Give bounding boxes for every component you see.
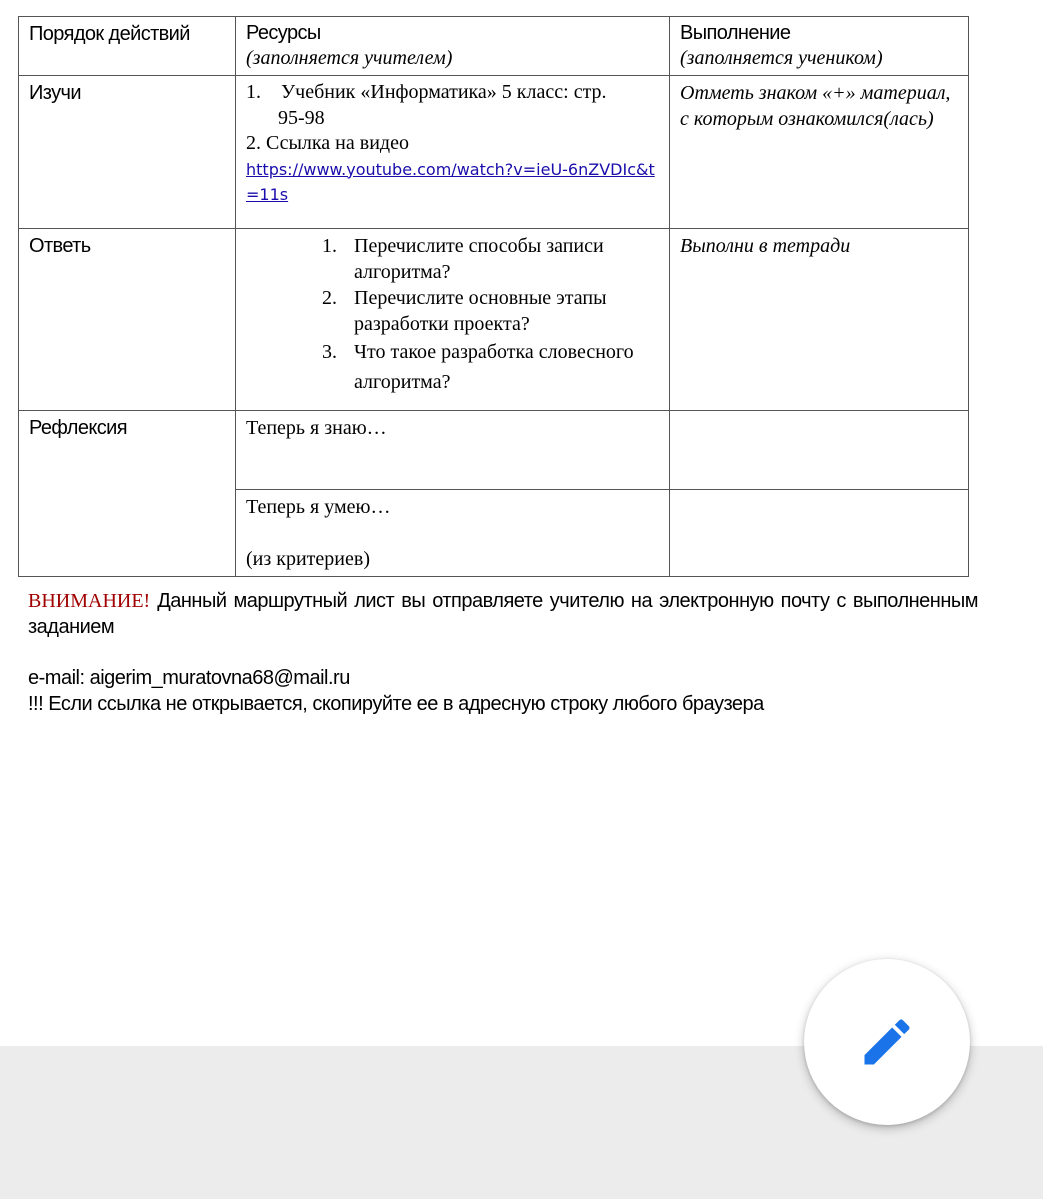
row-study-action: Отметь знаком «+» материал, с которым ознакомился(лась) bbox=[680, 82, 951, 130]
row-answer-action: Выполни в тетради bbox=[680, 235, 851, 257]
question-number: 1. bbox=[322, 235, 337, 257]
header-execution-note: (заполняется учеником) bbox=[680, 47, 883, 69]
row-study-title-cell bbox=[19, 76, 236, 229]
header-execution-label: Выполнение bbox=[680, 22, 791, 44]
table-row-reflection-know bbox=[19, 411, 969, 490]
resource-item-textbook-text: Учебник «Информатика» 5 класс: стр. bbox=[281, 81, 607, 103]
edit-button[interactable] bbox=[804, 959, 970, 1125]
reflection-know-text: Теперь я знаю… bbox=[246, 417, 387, 439]
header-order-label: Порядок действий bbox=[29, 23, 190, 45]
row-answer-action-cell bbox=[670, 229, 969, 411]
question-text: Перечислите основные этапы разработки проекта? bbox=[354, 287, 607, 335]
route-sheet-table bbox=[18, 16, 969, 577]
video-link[interactable]: https://www.youtube.com/watch?v=ieU-6nZVDIc&t=11s bbox=[246, 159, 655, 204]
row-answer-questions-cell bbox=[236, 229, 670, 411]
row-reflection-title: Рефлексия bbox=[29, 417, 127, 439]
header-cell-execution bbox=[670, 17, 969, 76]
header-resources-label: Ресурсы bbox=[246, 22, 321, 44]
row-answer-title-cell bbox=[19, 229, 236, 411]
resource-item-textbook-pages: 95-98 bbox=[278, 106, 325, 129]
reflection-know-cell bbox=[236, 411, 670, 490]
header-resources-note: (заполняется учителем) bbox=[246, 47, 453, 69]
reflection-know-answer-cell bbox=[670, 411, 969, 490]
reflection-can-cell bbox=[236, 490, 670, 577]
row-study-action-cell bbox=[670, 76, 969, 229]
question-item bbox=[322, 233, 659, 285]
reflection-can-answer-cell bbox=[670, 490, 969, 577]
questions-list bbox=[246, 233, 659, 397]
notice-text: Данный маршрутный лист вы отправляете учителю на электронную почту с выполненным заданием bbox=[28, 590, 978, 638]
resource-item-textbook bbox=[246, 80, 659, 106]
reflection-can-text: Теперь я умею… bbox=[246, 496, 391, 518]
header-cell-resources bbox=[236, 17, 670, 76]
question-number: 2. bbox=[322, 287, 337, 309]
row-reflection-title-cell bbox=[19, 411, 236, 577]
table-row-study bbox=[19, 76, 969, 229]
resource-item-textbook-num: 1. bbox=[246, 81, 261, 103]
pencil-icon bbox=[857, 1012, 917, 1072]
question-text: Перечислите способы записи алгоритма? bbox=[354, 235, 604, 283]
notice-warning: ВНИМАНИЕ! bbox=[28, 590, 151, 612]
header-cell-order bbox=[19, 17, 236, 76]
row-study-title: Изучи bbox=[29, 82, 81, 104]
resource-item-video: 2. Ссылка на видео bbox=[246, 132, 409, 154]
question-item bbox=[322, 285, 659, 337]
notice-paragraph bbox=[28, 588, 978, 640]
row-study-resources-cell bbox=[236, 76, 670, 229]
question-number: 3. bbox=[322, 341, 337, 363]
email-line: e-mail: aigerim_muratovna68@mail.ru bbox=[28, 667, 350, 689]
row-answer-title: Ответь bbox=[29, 235, 91, 257]
table-row-answer bbox=[19, 229, 969, 411]
reflection-spacer bbox=[246, 520, 659, 546]
table-header-row bbox=[19, 17, 969, 76]
link-hint-line: !!! Если ссылка не открывается, скопируйте ее в адресную строку любого браузера bbox=[28, 693, 764, 715]
question-text: Что такое разработка словесного алгоритма? bbox=[354, 341, 634, 393]
reflection-criteria-text: (из критериев) bbox=[246, 548, 370, 570]
question-item bbox=[322, 337, 659, 397]
